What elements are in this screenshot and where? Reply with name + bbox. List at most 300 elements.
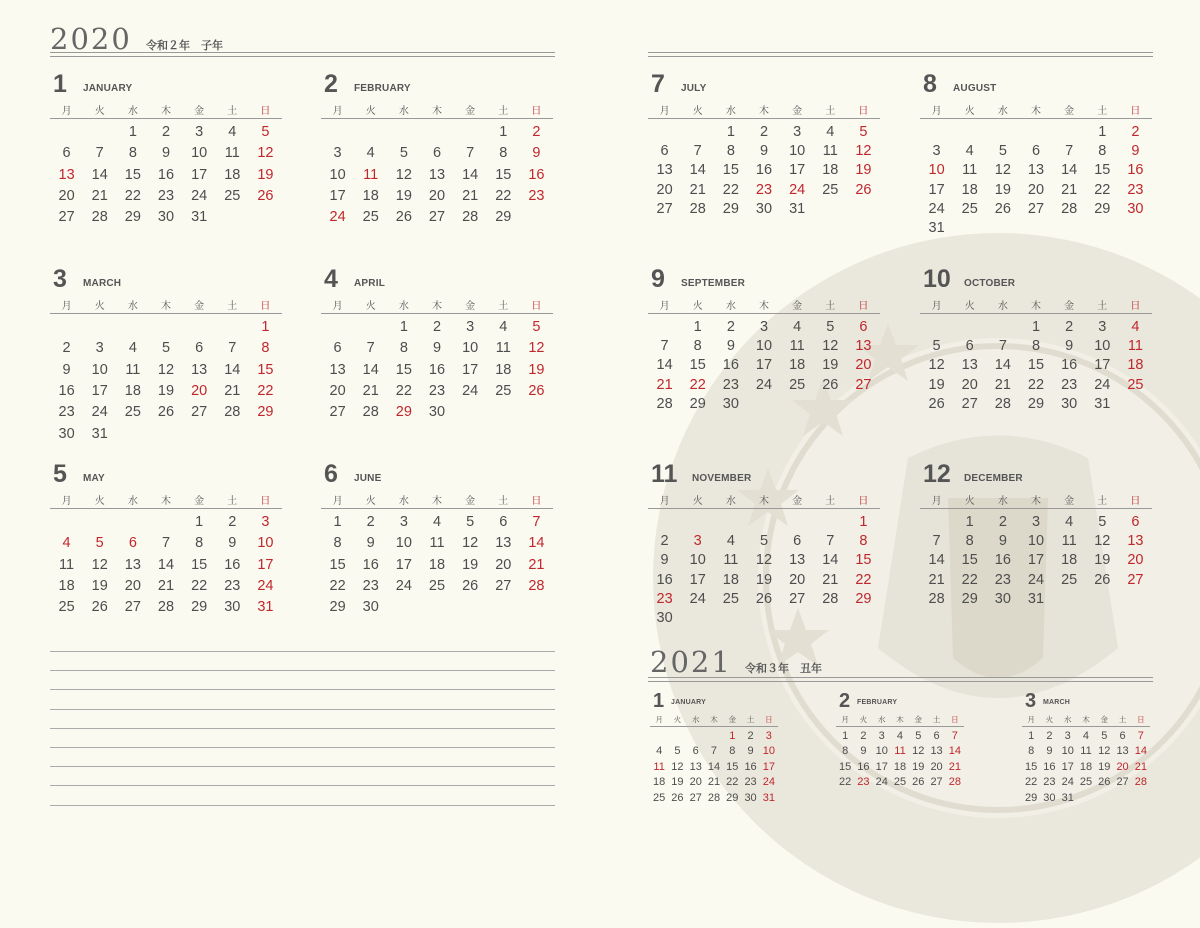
day-cell: 31 (91, 425, 108, 442)
weekday-label: 木 (160, 301, 171, 312)
day-cell: 21 (707, 776, 721, 789)
month-number: 5 (53, 460, 67, 488)
day-cell: 9 (62, 361, 71, 378)
month-name: SEPTEMBER (681, 278, 746, 289)
day-cell: 9 (1131, 143, 1140, 160)
day-cell: 17 (1027, 552, 1045, 569)
day-cell: 7 (466, 145, 475, 162)
day-cell: 12 (671, 760, 684, 773)
weekday-label: 金 (194, 106, 205, 117)
day-cell: 28 (224, 404, 241, 421)
day-cell: 6 (62, 145, 71, 162)
day-cell: 12 (755, 552, 773, 569)
weekday-label: 日 (1130, 106, 1141, 117)
day-cell: 15 (689, 357, 706, 374)
day-cell: 7 (998, 338, 1007, 355)
day-cell: 19 (928, 376, 945, 393)
day-cell: 14 (362, 361, 379, 378)
day-cell: 26 (395, 209, 412, 226)
day-cell: 7 (161, 535, 171, 552)
day-cell: 8 (333, 535, 342, 552)
weekday-label: 金 (1100, 715, 1109, 724)
day-cell: 16 (755, 162, 773, 179)
month-february (836, 690, 964, 800)
day-cell: 24 (91, 404, 108, 421)
day-cell: 2 (228, 514, 237, 530)
day-cell: 31 (1061, 791, 1074, 804)
day-cell: 8 (726, 143, 735, 160)
day-cell: 2 (161, 124, 171, 140)
day-cell: 25 (653, 791, 666, 804)
day-cell: 21 (91, 187, 108, 204)
day-cell: 28 (994, 395, 1011, 412)
day-cell: 6 (660, 143, 669, 160)
day-cell: 19 (157, 382, 175, 399)
day-cell: 13 (1027, 162, 1045, 179)
day-cell: 16 (994, 552, 1011, 569)
weekday-header (321, 297, 553, 314)
day-cell: 1 (693, 319, 702, 335)
weekday-label: 木 (160, 496, 171, 507)
day-cell: 12 (912, 745, 925, 758)
day-cell: 8 (859, 533, 868, 550)
weekday-label: 金 (792, 496, 803, 507)
day-cell: 18 (822, 162, 839, 179)
day-cell: 3 (399, 514, 408, 530)
day-cell: 1 (399, 319, 408, 335)
day-cell: 1 (859, 514, 868, 530)
note-line (50, 805, 555, 806)
day-cell: 14 (928, 552, 945, 569)
month-november (648, 460, 880, 640)
day-cell: 23 (1127, 181, 1144, 198)
day-cell: 17 (928, 181, 945, 198)
day-cell: 11 (495, 340, 511, 357)
day-cell: 25 (822, 181, 839, 198)
weekday-label: 木 (1082, 715, 1090, 724)
month-september (648, 265, 880, 445)
day-cell: 15 (191, 556, 208, 573)
weekday-label: 土 (1118, 715, 1127, 724)
weekday-header (50, 492, 282, 509)
day-cell: 26 (257, 187, 274, 204)
day-cell: 25 (58, 599, 75, 616)
day-cell: 1 (965, 514, 974, 530)
day-cell: 2 (747, 730, 754, 742)
weekday-label: 火 (673, 715, 682, 724)
day-cell: 28 (656, 395, 673, 412)
day-cell: 8 (499, 145, 508, 162)
day-cell: 7 (710, 745, 718, 758)
month-july (648, 70, 880, 250)
weekday-header (50, 102, 282, 119)
weekday-label: 月 (655, 715, 663, 724)
day-cell: 6 (499, 514, 508, 530)
day-cell: 14 (91, 166, 108, 183)
day-cell: 21 (224, 382, 241, 399)
day-cell: 3 (466, 319, 475, 335)
weekday-label: 日 (765, 715, 773, 724)
day-cell: 7 (951, 730, 958, 742)
day-cell: 18 (58, 577, 75, 594)
day-cell: 27 (124, 599, 141, 616)
day-cell: 27 (789, 590, 806, 607)
day-cell: 10 (1061, 745, 1074, 758)
era-2020-label: 令和２年 子年 (146, 39, 223, 52)
month-number: 10 (923, 265, 951, 293)
day-cell: 27 (1116, 776, 1129, 789)
weekday-label: 金 (465, 106, 476, 117)
day-cell: 10 (329, 166, 346, 183)
day-cell: 13 (689, 760, 702, 773)
day-cell: 9 (759, 143, 769, 160)
day-cell: 14 (224, 361, 241, 378)
day-cell: 9 (228, 535, 237, 552)
day-cell: 24 (1027, 571, 1045, 588)
weekday-label: 水 (127, 106, 138, 117)
day-cell: 18 (961, 181, 978, 198)
day-cell: 1 (1098, 124, 1107, 140)
day-cell: 22 (1025, 776, 1038, 789)
day-cell: 16 (157, 166, 175, 183)
day-cell: 12 (994, 162, 1011, 179)
day-cell: 21 (689, 181, 706, 198)
day-cell: 16 (857, 760, 870, 773)
day-cell: 4 (128, 340, 137, 357)
month-number: 11 (651, 460, 678, 488)
day-cell: 27 (855, 376, 872, 393)
month-name: MARCH (83, 278, 122, 289)
day-cell: 28 (1061, 200, 1078, 217)
day-cell: 17 (395, 556, 412, 573)
day-cell: 9 (998, 533, 1007, 550)
day-cell: 8 (842, 745, 849, 758)
weekday-label: 土 (746, 715, 755, 724)
day-cell: 13 (961, 357, 978, 374)
weekday-label: 木 (431, 301, 442, 312)
weekday-label: 土 (825, 106, 836, 117)
day-cell: 23 (224, 577, 241, 594)
day-cell: 10 (191, 145, 208, 162)
day-cell: 1 (726, 124, 735, 140)
day-cell: 12 (528, 340, 545, 357)
day-cell: 26 (1094, 571, 1111, 588)
day-cell: 29 (191, 599, 208, 616)
day-cell: 14 (462, 166, 479, 183)
day-cell: 12 (1094, 533, 1111, 550)
day-cell: 11 (723, 552, 739, 569)
day-cell: 20 (1027, 181, 1045, 198)
weekday-label: 月 (61, 106, 72, 117)
day-cell: 22 (1027, 376, 1045, 393)
day-cell: 18 (362, 187, 379, 204)
weekday-label: 金 (792, 301, 803, 312)
day-cell: 24 (1061, 776, 1074, 789)
day-cell: 23 (1043, 776, 1056, 789)
weekday-label: 木 (758, 301, 769, 312)
day-cell: 4 (1065, 514, 1074, 530)
day-cell: 6 (933, 730, 940, 742)
weekday-label: 水 (691, 715, 700, 724)
day-cell: 20 (930, 760, 943, 773)
weekday-label: 土 (227, 496, 238, 507)
day-cell: 1 (333, 514, 342, 530)
weekday-label: 木 (431, 106, 442, 117)
day-cell: 29 (722, 200, 739, 217)
day-cell: 3 (1031, 514, 1041, 530)
day-cell: 31 (928, 220, 945, 236)
day-cell: 2 (432, 319, 442, 335)
weekday-label: 木 (1030, 301, 1041, 312)
day-cell: 17 (689, 571, 706, 588)
day-cell: 6 (128, 535, 137, 552)
day-cell: 7 (366, 340, 375, 357)
day-cell: 2 (860, 730, 867, 742)
day-cell: 22 (855, 571, 872, 588)
day-cell: 2 (1131, 124, 1140, 140)
weekday-label: 月 (61, 496, 72, 507)
day-cell: 6 (195, 340, 204, 357)
day-cell: 20 (329, 382, 346, 399)
day-cell: 8 (729, 745, 736, 758)
day-cell: 17 (1094, 357, 1111, 374)
day-cell: 28 (928, 590, 945, 607)
day-cell: 1 (1031, 319, 1041, 335)
note-line (50, 651, 555, 652)
weekday-label: 月 (931, 496, 942, 507)
day-cell: 13 (124, 556, 141, 573)
day-cell: 9 (161, 145, 171, 162)
day-cell: 13 (428, 166, 446, 183)
weekday-label: 日 (858, 496, 869, 507)
weekday-header (920, 102, 1152, 119)
day-cell: 9 (860, 745, 867, 758)
day-cell: 3 (333, 145, 342, 162)
day-cell: 6 (859, 319, 868, 335)
day-cell: 25 (362, 209, 379, 226)
month-number: 7 (651, 70, 665, 98)
month-name: OCTOBER (964, 278, 1016, 289)
day-cell: 17 (329, 187, 346, 204)
weekday-label: 木 (758, 106, 769, 117)
day-cell: 4 (726, 533, 735, 550)
day-cell: 10 (928, 162, 945, 179)
day-cell: 30 (362, 599, 379, 616)
day-cell: 25 (893, 776, 907, 789)
day-cell: 15 (1094, 162, 1111, 179)
day-cell: 8 (1098, 143, 1107, 160)
day-cell: 5 (399, 145, 408, 162)
weekday-label: 金 (1064, 496, 1075, 507)
day-cell: 19 (1094, 552, 1111, 569)
day-cell: 17 (257, 556, 274, 573)
day-cell: 10 (762, 745, 775, 758)
day-cell: 22 (689, 376, 706, 393)
day-cell: 10 (1094, 338, 1111, 355)
day-cell: 30 (58, 425, 75, 442)
day-cell: 14 (822, 552, 839, 569)
day-cell: 27 (1027, 200, 1045, 217)
month-number: 2 (324, 70, 338, 98)
day-cell: 16 (362, 556, 379, 573)
weekday-label: 金 (728, 715, 737, 724)
day-cell: 5 (932, 338, 941, 355)
day-cell: 15 (726, 760, 739, 773)
day-cell: 22 (722, 181, 739, 198)
weekday-header (648, 102, 880, 119)
day-cell: 14 (656, 357, 673, 374)
day-cell: 3 (765, 730, 772, 742)
month-number: 8 (923, 70, 937, 98)
day-cell: 10 (462, 340, 479, 357)
day-cell: 24 (395, 577, 412, 594)
day-cell: 23 (528, 187, 545, 204)
day-cell: 28 (91, 209, 108, 226)
day-cell: 4 (432, 514, 442, 530)
day-cell: 29 (124, 209, 141, 226)
day-cell: 18 (1079, 760, 1093, 773)
day-cell: 4 (228, 124, 237, 140)
day-cell: 4 (1082, 730, 1090, 742)
day-cell: 7 (95, 145, 104, 162)
day-cell: 31 (789, 200, 806, 217)
note-line (50, 709, 555, 710)
day-cell: 21 (1061, 181, 1078, 198)
day-cell: 22 (257, 382, 274, 399)
day-cell: 29 (1094, 200, 1111, 217)
day-cell: 3 (95, 340, 104, 357)
weekday-label: 土 (1097, 496, 1108, 507)
weekday-label: 火 (365, 496, 376, 507)
day-cell: 12 (928, 357, 945, 374)
weekday-header (321, 492, 553, 509)
day-cell: 24 (462, 382, 479, 399)
day-cell: 28 (948, 776, 961, 789)
weekday-label: 日 (1137, 715, 1145, 724)
weekday-header (50, 297, 282, 314)
day-cell: 8 (1028, 745, 1035, 758)
weekday-header (920, 297, 1152, 314)
day-cell: 1 (499, 124, 508, 140)
weekday-label: 月 (931, 106, 942, 117)
day-cell: 19 (462, 556, 479, 573)
day-cell: 25 (428, 577, 446, 594)
day-cell: 26 (528, 382, 545, 399)
day-cell: 11 (1061, 533, 1077, 550)
weekday-label: 月 (659, 106, 670, 117)
day-cell: 15 (495, 166, 512, 183)
day-cell: 25 (1061, 571, 1078, 588)
weekday-label: 木 (160, 106, 171, 117)
day-cell: 13 (191, 361, 208, 378)
day-cell: 11 (429, 535, 445, 552)
month-name: JUNE (354, 473, 382, 484)
weekday-label: 火 (94, 106, 105, 117)
day-cell: 29 (726, 791, 739, 804)
day-cell: 9 (660, 552, 669, 569)
weekday-header (1022, 714, 1150, 727)
day-cell: 19 (395, 187, 412, 204)
day-cell: 2 (366, 514, 375, 530)
month-march (1022, 690, 1150, 804)
day-cell: 25 (124, 404, 141, 421)
day-cell: 17 (762, 760, 775, 773)
month-number: 12 (923, 460, 951, 488)
weekday-label: 火 (1045, 715, 1054, 724)
day-cell: 16 (722, 357, 739, 374)
weekday-label: 金 (1064, 301, 1075, 312)
header-rule-left (50, 52, 555, 57)
day-cell: 16 (1061, 357, 1078, 374)
day-cell: 11 (59, 556, 75, 573)
weekday-label: 日 (858, 106, 869, 117)
weekday-label: 日 (858, 301, 869, 312)
day-cell: 3 (759, 319, 769, 335)
day-cell: 12 (462, 535, 479, 552)
weekday-header (648, 297, 880, 314)
day-cell: 14 (689, 162, 706, 179)
weekday-label: 土 (825, 496, 836, 507)
day-cell: 15 (1027, 357, 1045, 374)
month-august (920, 70, 1152, 250)
day-cell: 29 (1025, 791, 1038, 804)
day-cell: 26 (912, 776, 925, 789)
day-cell: 21 (928, 571, 945, 588)
day-cell: 27 (329, 404, 346, 421)
day-cell: 29 (395, 404, 412, 421)
day-cell: 27 (495, 577, 512, 594)
day-cell: 13 (1127, 533, 1144, 550)
day-cell: 20 (124, 577, 141, 594)
weekday-label: 水 (877, 715, 886, 724)
weekday-label: 木 (1030, 496, 1041, 507)
day-cell: 20 (689, 776, 702, 789)
month-january (650, 690, 778, 804)
day-cell: 7 (932, 533, 941, 550)
weekday-label: 土 (1097, 106, 1108, 117)
day-cell: 25 (1127, 376, 1144, 393)
day-cell: 6 (793, 533, 802, 550)
month-december (920, 460, 1152, 640)
day-cell: 15 (257, 361, 274, 378)
day-cell: 10 (875, 745, 888, 758)
weekday-header (648, 492, 880, 509)
day-cell: 14 (707, 760, 721, 773)
weekday-label: 月 (659, 496, 670, 507)
day-cell: 3 (793, 124, 802, 140)
day-cell: 23 (755, 181, 773, 198)
day-cell: 20 (961, 376, 978, 393)
day-cell: 2 (62, 340, 71, 357)
day-cell: 4 (62, 535, 71, 552)
day-cell: 17 (755, 357, 773, 374)
day-cell: 30 (656, 610, 673, 626)
day-cell: 24 (329, 209, 346, 226)
day-cell: 11 (894, 745, 906, 758)
day-cell: 23 (362, 577, 379, 594)
day-cell: 27 (1127, 571, 1144, 588)
day-cell: 4 (656, 745, 663, 758)
day-cell: 18 (124, 382, 141, 399)
day-cell: 6 (965, 338, 974, 355)
weekday-label: 日 (260, 301, 271, 312)
day-cell: 9 (432, 340, 442, 357)
day-cell: 20 (1116, 760, 1129, 773)
weekday-label: 土 (498, 106, 509, 117)
day-cell: 4 (499, 319, 508, 335)
day-cell: 18 (653, 776, 666, 789)
day-cell: 11 (822, 143, 838, 160)
